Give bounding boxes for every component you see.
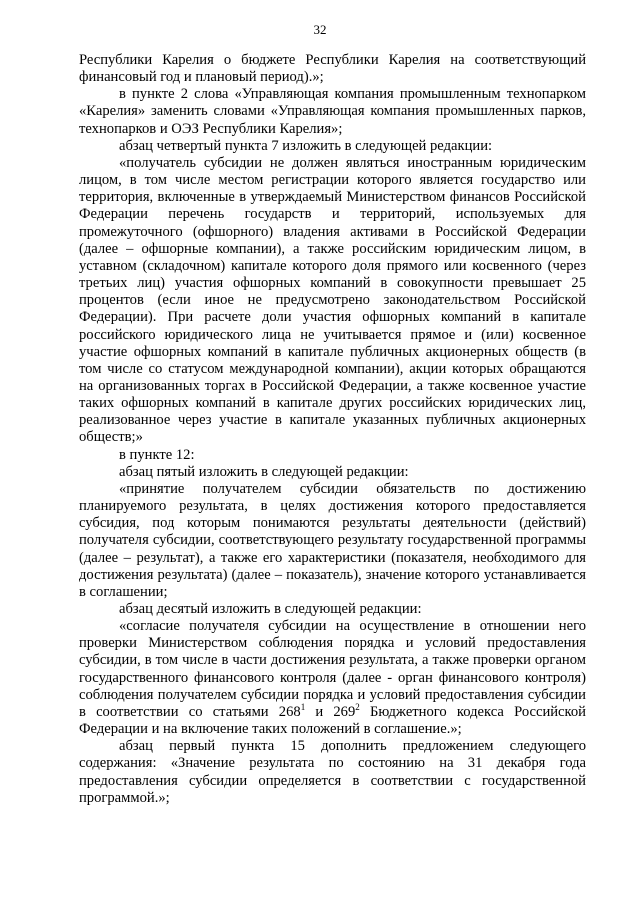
consent-text-part-1: «согласие получателя субсидии на осуществление в отношении него проверки Министерством соблюдения порядка и условий предоставления субсидии, в том числе в части достижения результата, а также проверки органом государственного финансового контроля (далее - орган финансового контроля) соблюдения получателем субсидии порядка и условий предоставления субсидии в соответствии со статьями 268 xyxy=(79,618,586,720)
footnote-superscript-1: 1 xyxy=(300,702,306,713)
paragraph-point-12-heading: в пункте 12: xyxy=(119,446,195,463)
page-number: 32 xyxy=(313,22,327,37)
document-body xyxy=(79,52,586,807)
paragraph-tenth-abzac-heading: абзац десятый изложить в следующей редакции: xyxy=(119,601,422,617)
footnote-superscript-2: 2 xyxy=(355,702,360,713)
paragraph-point-15-addition: абзац первый пункта 15 дополнить предложением следующего содержания: «Значение результата по состоянию на 31 декабря года предоставления субсидии определяется в соответствии с государственной программой.»; xyxy=(79,738,586,806)
paragraph-point-7-heading: абзац четвертый пункта 7 изложить в следующей редакции: xyxy=(119,137,493,154)
consent-text-part-3: Бюджетного кодекса Российской Федерации и на включение таких положений в соглашение.»; xyxy=(79,703,586,738)
consent-text-part-2: и 269 xyxy=(305,703,356,720)
paragraph-point-2-amendment: в пункте 2 слова «Управляющая компания промышленным технопарком «Карелия» заменить словами «Управляющая компания промышленных парков, технопарков и ОЭЗ Республики Карелия»; xyxy=(79,86,586,137)
paragraph-inspection-consent xyxy=(79,618,586,738)
paragraph-fifth-abzac-heading: абзац пятый изложить в следующей редакции: xyxy=(119,463,409,480)
paragraph-offshore-requirement: «получатель субсидии не должен являться иностранным юридическим лицом, в том числе местом регистрации которого является государство или территория, включенные в утверждаемый Министерством финансов Российской Федерации перечень государств и территорий, используемых для промежуточного (офшорного) владения активами в Российской Федерации (далее – офшорные компании), а также российским юридическим лицом, в уставном (складочном) капитале которого доля прямого или косвенного (через третьих лиц) участия офшорных компаний в совокупности превышает 25 процентов (если иное не предусмотрено законодательством Российской Федерации). При расчете доли участия офшорных компаний в капитале российского юридического лица не учитывается прямое и (или) косвенное участие офшорных компаний в капитале публичных акционерных обществ (в том числе со статусом международной компании), акции которых обращаются на организованных торгах в Российской Федерации, а также косвенное участие таких офшорных компаний в капитале других российских юридических лиц, реализованное через участие в капитале указанных публичных акционерных обществ;» xyxy=(79,154,586,446)
paragraph-budget-law-end: Республики Карелия о бюджете Республики Карелия на соответствующий финансовый год и плановый период).»; xyxy=(79,52,586,86)
paragraph-result-obligation: «принятие получателем субсидии обязательств по достижению планируемого результата, в целях достижения которого предоставляется субсидия, под которым понимаются результаты деятельности (действий) получателя субсидии, соответствующего результату государственной программы (далее – результат), а также его характеристики (показателя, необходимого для достижения результата) (далее – показатель), значение которого устанавливается в соглашении; xyxy=(79,480,586,600)
